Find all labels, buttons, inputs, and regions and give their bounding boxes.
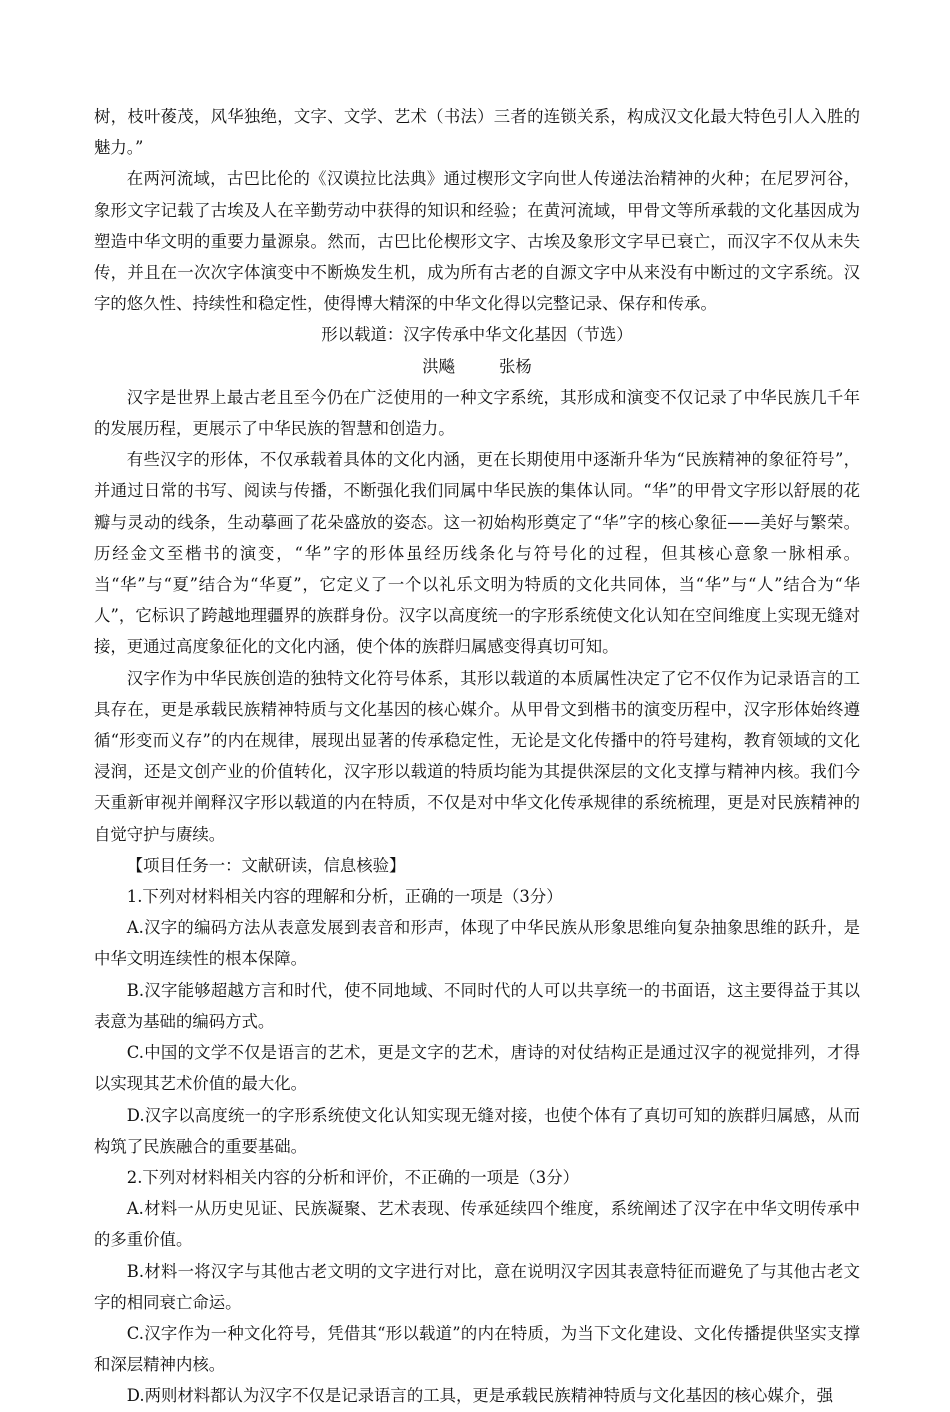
exam-page <box>94 101 860 1412</box>
author-name: 洪飚 <box>422 356 455 376</box>
question-1-option-a: A.汉字的编码方法从表意发展到表音和形声，体现了中华民族从形象思维向复杂抽象思维的跃升，是中华文明连续性的根本保障。 <box>94 918 860 969</box>
material2-paragraph: 汉字作为中华民族创造的独特文化符号体系，其形以载道的本质属性决定了它不仅作为记录语言的工具存在，更是承载民族精神特质与文化基因的核心媒介。从甲骨文到楷书的演变历程中，汉字形体始终遵循“形变而义存”的内在规律，展现出显著的传承稳定性，无论是文化传播中的符号建构，教育领域的文化浸润，还是文创产业的价值转化，汉字形以载道的特质均能为其提供深层的文化支撑与精神内核。我们今天重新审视并阐释汉字形以载道的内在特质，不仅是对中华文化传承规律的系统梳理，更是对民族精神的自觉守护与赓续。 <box>94 668 860 844</box>
question-1-option-c: C.中国的文学不仅是语言的艺术，更是文字的艺术，唐诗的对仗结构正是通过汉字的视觉排列，才得以实现其艺术价值的最大化。 <box>94 1043 860 1094</box>
question-2-option-a: A.材料一从历史见证、民族凝聚、艺术表现、传承延续四个维度，系统阐述了汉字在中华文明传承中的多重价值。 <box>94 1199 860 1250</box>
question-1-stem: 1.下列对材料相关内容的理解和分析，正确的一项是（3分） <box>126 887 563 907</box>
material2-paragraph: 汉字是世界上最古老且至今仍在广泛使用的一种文字系统，其形成和演变不仅记录了中华民族几千年的发展历程，更展示了中华民族的智慧和创造力。 <box>94 387 860 439</box>
material2-title: 形以载道：汉字传承中华文化基因（节选） <box>321 325 633 345</box>
question-1-option-d: D.汉字以高度统一的字形系统使文化认知实现无缝对接，也使个体有了真切可知的族群归属感，从而构筑了民族融合的重要基础。 <box>94 1105 860 1156</box>
task-heading: 【项目任务一：文献研读，信息核验】 <box>126 855 406 875</box>
material2-authors <box>94 351 860 382</box>
question-2-option-d: D.两则材料都认为汉字不仅是记录语言的工具，更是承载民族精神特质与文化基因的核心媒介，强 <box>126 1386 833 1406</box>
question-2-option-c: C.汉字作为一种文化符号，凭借其“形以载道”的内在特质，为当下文化建设、文化传播提供坚实支撑和深层精神内核。 <box>94 1323 860 1375</box>
material2-paragraph: 有些汉字的形体，不仅承载着具体的文化内涵，更在长期使用中逐渐升华为“民族精神的象征符号”，并通过日常的书写、阅读与传播，不断强化我们同属中华民族的集体认同。“华”的甲骨文字形以舒展的花瓣与灵动的线条，生动摹画了花朵盛放的姿态。这一初始构形奠定了“华”字的核心象征——美好与繁荣。历经金文至楷书的演变，“华”字的形体虽经历线条化与符号化的过程，但其核心意象一脉相承。当“华”与“夏”结合为“华夏”，它定义了一个以礼乐文明为特质的文化共同体，当“华”与“人”结合为“华人”，它标识了跨越地理疆界的族群身份。汉字以高度统一的字形系统使文化认知在空间维度上实现无缝对接，更通过高度象征化的文化内涵，使个体的族群归属感变得真切可知。 <box>94 450 860 657</box>
question-2-stem: 2.下列对材料相关内容的分析和评价，不正确的一项是（3分） <box>126 1167 580 1187</box>
material1-paragraph-tail: 树，枝叶葰茂，风华独绝，文字、文学、艺术（书法）三者的连锁关系，构成汉文化最大特色引人入胜的魅力。” <box>94 107 860 158</box>
author-name: 张杨 <box>499 356 532 376</box>
material1-paragraph: 在两河流域，古巴比伦的《汉谟拉比法典》通过楔形文字向世人传递法治精神的火种；在尼罗河谷，象形文字记载了古埃及人在辛勤劳动中获得的知识和经验；在黄河流域，甲骨文等所承载的文化基因成为塑造中华文明的重要力量源泉。然而，古巴比伦楔形文字、古埃及象形文字早已衰亡，而汉字不仅从未失传，并且在一次次字体演变中不断焕发生机，成为所有古老的自源文字中从来没有中断过的文字系统。汉字的悠久性、持续性和稳定性，使得博大精深的中华文化得以完整记录、保存和传承。 <box>94 169 860 314</box>
question-1-option-b: B.汉字能够超越方言和时代，使不同地域、不同时代的人可以共享统一的书面语，这主要得益于其以表意为基础的编码方式。 <box>94 980 860 1031</box>
question-2-option-b: B.材料一将汉字与其他古老文明的文字进行对比，意在说明汉字因其表意特征而避免了与其他古老文字的相同衰亡命运。 <box>94 1261 860 1312</box>
